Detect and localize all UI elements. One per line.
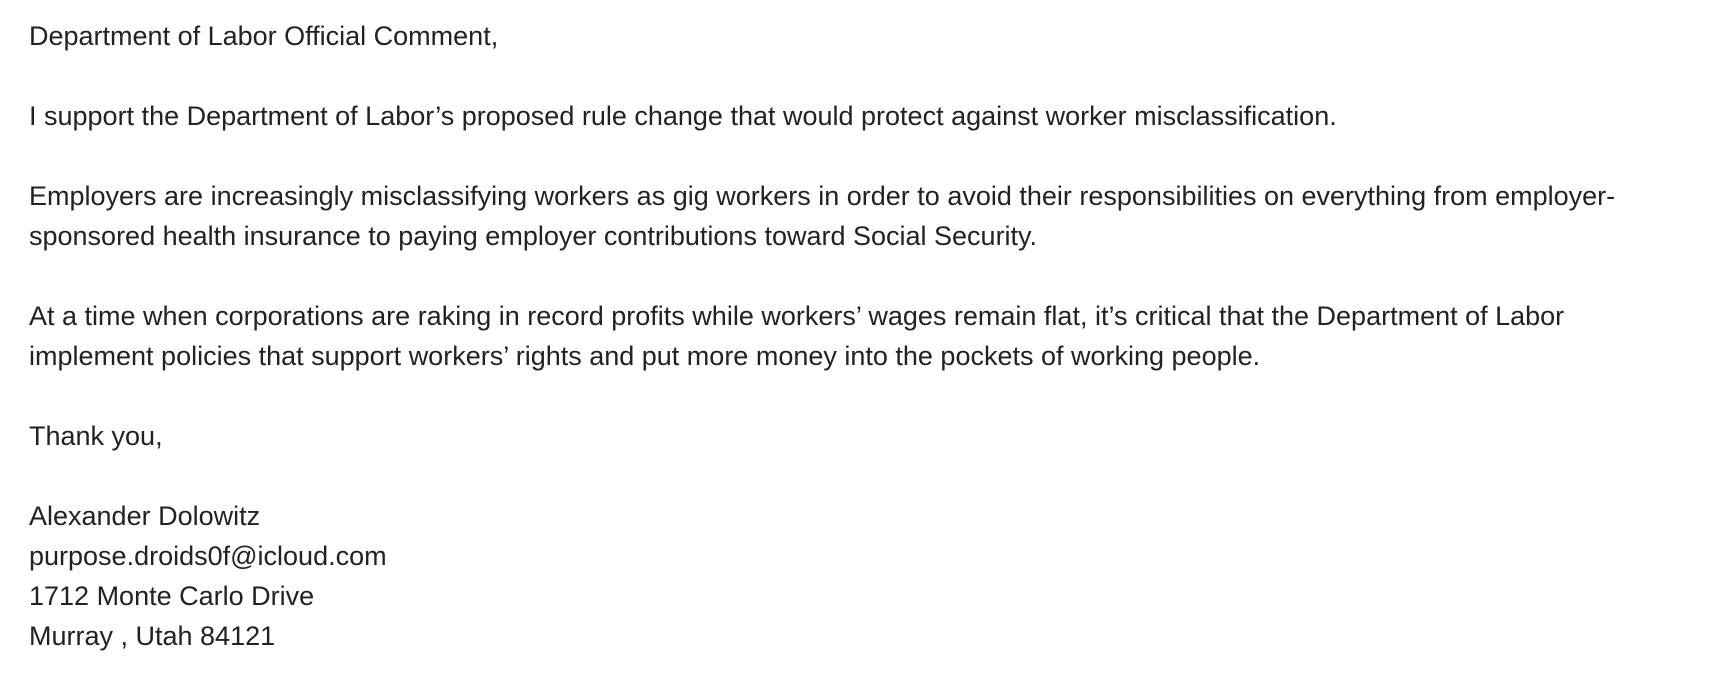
- salutation-text: Department of Labor Official Comment,: [29, 21, 499, 51]
- paragraph-profits-line-2: implement policies that support workers’ rights and put more money into the pockets of working people.: [29, 341, 1261, 371]
- comment-letter: [29, 16, 1709, 656]
- paragraph-misclassification-line-2: sponsored health insurance to paying employer contributions toward Social Security.: [29, 221, 1038, 251]
- paragraph-misclassification: [29, 176, 1709, 256]
- paragraph-profits: [29, 296, 1709, 376]
- closing-text: Thank you,: [29, 421, 163, 451]
- paragraph-profits-line-1: At a time when corporations are raking in record profits while workers’ wages remain flat, it’s critical that the Department of Labor: [29, 301, 1565, 331]
- salutation: [29, 16, 1709, 56]
- signature-city-state-zip: Murray , Utah 84121: [29, 621, 276, 651]
- signature-block: [29, 496, 1709, 656]
- signature-email: purpose.droids0f@icloud.com: [29, 541, 387, 571]
- paragraph-support: [29, 96, 1709, 136]
- signature-address: 1712 Monte Carlo Drive: [29, 581, 315, 611]
- paragraph-support-text: I support the Department of Labor’s proposed rule change that would protect against worker misclassification.: [29, 101, 1337, 131]
- closing: [29, 416, 1709, 456]
- signature-name: Alexander Dolowitz: [29, 501, 261, 531]
- paragraph-misclassification-line-1: Employers are increasingly misclassifying workers as gig workers in order to avoid their responsibilities on everything from employer-: [29, 181, 1616, 211]
